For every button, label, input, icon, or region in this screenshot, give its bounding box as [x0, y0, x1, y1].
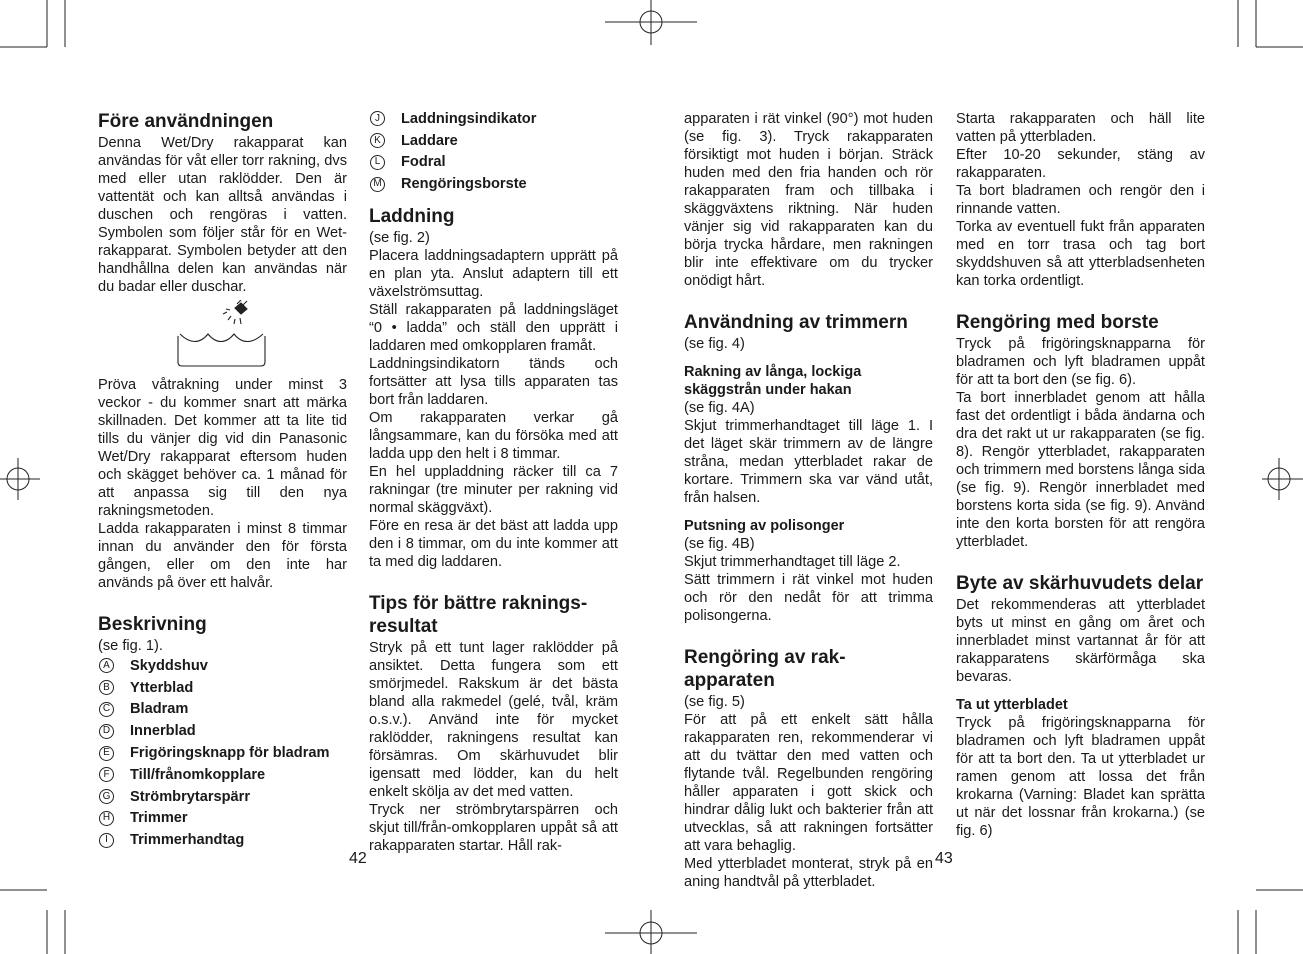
- intro-paragraph: Denna Wet/Dry rakapparat kan användas för våt eller torr rakning, dvs med eller utan raklödder. Den är vattentät och kan alltså användas i duschen och rengöras i vatten. Symbolen som följer står för en Wet-rakapparat. Symbolen betyder att den handhållna delen kan användas när du badar eller duschar.: [98, 135, 347, 295]
- list-item: E Frigöringsknapp för bladram: [98, 742, 347, 764]
- parts-list-a-i: [98, 655, 347, 851]
- list-item: A Skyddshuv: [98, 655, 347, 677]
- heading-cleaning: Rengöring av rak-apparaten: [684, 647, 846, 691]
- circled-letter: C: [99, 702, 114, 717]
- shaving-paragraph: apparaten i rät vinkel (90°) mot huden (se fig. 3). Tryck rakapparaten försiktigt mot huden i början. Sträck huden med den fria handen och rör rakapparaten fram och tillbaka i skäggväxtens riktning. När huden vänjer sig vid rakapparaten kan du börja trycka hårdare, men rakningen blir inte effektivare om du trycker onödigt hårt.: [684, 111, 933, 289]
- page-number-left: 42: [349, 850, 367, 867]
- circled-letter: B: [99, 680, 114, 695]
- circled-letter: K: [370, 133, 385, 148]
- circled-letter: L: [370, 155, 385, 170]
- column-1: [98, 110, 347, 851]
- circled-letter: J: [370, 111, 385, 126]
- charging-paragraph-3: Laddningsindikatorn tänds och fortsätter att lysa tills apparaten tas bort från laddaren.: [369, 356, 618, 409]
- heading-before-use: Före användningen: [98, 111, 274, 132]
- see-fig-1: (se fig. 1).: [98, 638, 163, 654]
- cleaning-paragraph-5: Ta bort bladramen och rengör den i rinnande vatten.: [956, 183, 1205, 217]
- charging-paragraph-5: En hel uppladdning räcker till ca 7 rakningar (tre minuter per rakning vid normal skäggväxt).: [369, 464, 618, 517]
- page-number-right: 43: [935, 850, 953, 867]
- heading-tips: Tips för bättre raknings-resultat: [369, 593, 588, 638]
- cleaning-paragraph-2: Med ytterbladet monterat, stryk på en aning handtvål på ytterbladet.: [684, 856, 933, 890]
- cleaning-paragraph-4: Efter 10-20 sekunder, stäng av rakapparaten.: [956, 147, 1205, 181]
- see-fig-5: (se fig. 5): [684, 694, 745, 710]
- charging-paragraph-2: Ställ rakapparaten på laddningsläget “0 • ladda” och ställ den upprätt i laddaren med omkopplaren framåt.: [369, 302, 618, 355]
- list-item: I Trimmerhandtag: [98, 829, 347, 851]
- list-item: H Trimmer: [98, 808, 347, 830]
- charging-paragraph-6: Före en resa är det bäst att ladda upp den i 8 timmar, om du inte kommer att ta med dig laddaren.: [369, 518, 618, 571]
- see-fig-4: (se fig. 4): [684, 336, 745, 352]
- charging-paragraph-4: Om rakapparaten verkar gå långsammare, kan du försöka med att ladda upp den helt i 8 timmar.: [369, 410, 618, 463]
- trimmer-paragraph-1: Skjut trimmerhandtaget till läge 1. I det läget skär trimmern av de längre stråna, medan ytterbladet rakar de kortare. Trimmern ska var vänd utåt, från halsen.: [684, 418, 933, 506]
- list-item: F Till/frånomkopplare: [98, 764, 347, 786]
- remove-paragraph: Tryck på frigöringsknapparna för bladramen och lyft bladramen uppåt för att ta bort den. Ta ut ytterbladet ur ramen genom att lossa det från krokarna (Varning: Bladet kan sprätta ut när det lossnar från krokarna.) (se fig. 6): [956, 715, 1205, 839]
- heading-trimmer: Användning av trimmern: [684, 312, 908, 333]
- parts-list-j-m: [369, 108, 618, 195]
- replacement-paragraph: Det rekommenderas att ytterbladet byts ut minst en gång om året och innerbladet minst vartannat år för att rakapparatens skärförmåga ska bevaras.: [956, 597, 1205, 685]
- circled-letter: G: [99, 789, 114, 804]
- see-fig-4b: (se fig. 4B): [684, 536, 755, 552]
- column-2: [369, 108, 618, 855]
- heading-replacement: Byte av skärhuvudets delar: [956, 573, 1204, 594]
- trimmer-paragraph-2: Skjut trimmerhandtaget till läge 2.: [684, 554, 901, 570]
- column-4: [956, 110, 1205, 840]
- brush-paragraph-2: Ta bort innerbladet genom att hålla fast det ordentligt i båda ändarna och dra det rakt ut ur rakapparaten (se fig. 8). Rengör ytterbladet, rakapparaten och trimmern med borstens långa sida (se fig. 9). Rengör innerbladet med borstens korta sida (se fig. 9). Använd inte den korta borsten för att rengöra ytterbladet.: [956, 390, 1205, 550]
- try-paragraph: Pröva våtrakning under minst 3 veckor - du kommer snart att märka skillnaden. Det kommer att ta lite tid tills du vänjer dig vid din Panasonic Wet/Dry rakapparat eftersom huden och skägget behöver ca. 1 månad för att anpassa sig till den nya rakningsmetoden.: [98, 377, 347, 519]
- column-3: [684, 110, 933, 891]
- list-item: D Innerblad: [98, 720, 347, 742]
- circled-letter: F: [99, 767, 114, 782]
- list-item: G Strömbrytarspärr: [98, 786, 347, 808]
- cleaning-paragraph-1: För att på ett enkelt sätt hålla rakapparaten ren, rekommenderar vi att du tvättar den med vatten och flytande tvål. Regelbunden rengöring håller apparaten i gott skick och hindrar dålig lukt och bakterier från att utvecklas, så att rakningen fortsätter att vara behaglig.: [684, 712, 933, 854]
- list-item: L Fodral: [369, 152, 618, 174]
- see-fig-2: (se fig. 2): [369, 230, 430, 247]
- tips-paragraph-1: Stryk på ett tunt lager raklödder på ansiktet. Detta fungera som ett smörjmedel. Rakskum är det bästa bland alla rakmedel (gelé, tvål, kräm o.s.v.). Använd inte för mycket raklödder, rakningens resultat kan försämras. Om skärhuvudet blir igensatt med lödder, kan du helt enkelt skölja av det med vatten.: [369, 640, 618, 801]
- heading-description: Beskrivning: [98, 614, 207, 635]
- see-fig-4a: (se fig. 4A): [684, 400, 755, 416]
- heading-remove-outer-foil: Ta ut ytterbladet: [956, 697, 1068, 713]
- tips-paragraph-2: Tryck ner strömbrytarspärren och skjut till/från-omkopplaren uppåt så att rakapparaten startar. Håll rak-: [369, 802, 618, 855]
- wet-shave-shower-water-icon: [175, 300, 271, 370]
- circled-letter: H: [99, 811, 114, 826]
- charge-first-paragraph: Ladda rakapparaten i minst 8 timmar innan du använder den för första gången, eller om den inte har används på över ett halvår.: [98, 521, 347, 591]
- list-item: M Rengöringsborste: [369, 173, 618, 195]
- circled-letter: I: [99, 833, 114, 848]
- cleaning-paragraph-6: Torka av eventuell fukt från apparaten med en torr trasa och tag bort skyddshuven så att ytterbladsenheten kan torka ordentligt.: [956, 219, 1205, 289]
- list-item: J Laddningsindikator: [369, 108, 618, 130]
- heading-long-hairs: Rakning av långa, lockiga skäggstrån under hakan: [684, 364, 862, 398]
- circled-letter: D: [99, 724, 114, 739]
- heading-charging: Laddning: [369, 206, 455, 228]
- brush-paragraph-1: Tryck på frigöringsknapparna för bladramen och lyft bladramen uppåt för att ta bort den (se fig. 6).: [956, 336, 1205, 388]
- list-item: C Bladram: [98, 699, 347, 721]
- list-item: B Ytterblad: [98, 677, 347, 699]
- list-item: K Laddare: [369, 130, 618, 152]
- heading-brush-cleaning: Rengöring med borste: [956, 312, 1159, 333]
- cleaning-paragraph-3: Starta rakapparaten och häll lite vatten på ytterbladen.: [956, 111, 1205, 145]
- circled-letter: M: [370, 177, 385, 192]
- circled-letter: A: [99, 658, 114, 673]
- heading-sideburns: Putsning av polisonger: [684, 518, 845, 534]
- charging-paragraph-1: Placera laddningsadaptern upprätt på en plan yta. Anslut adaptern till ett växelströmsuttag.: [369, 248, 618, 301]
- trimmer-paragraph-3: Sätt trimmern i rät vinkel mot huden och rör den nedåt för att trimma polisongerna.: [684, 572, 933, 624]
- circled-letter: E: [99, 746, 114, 761]
